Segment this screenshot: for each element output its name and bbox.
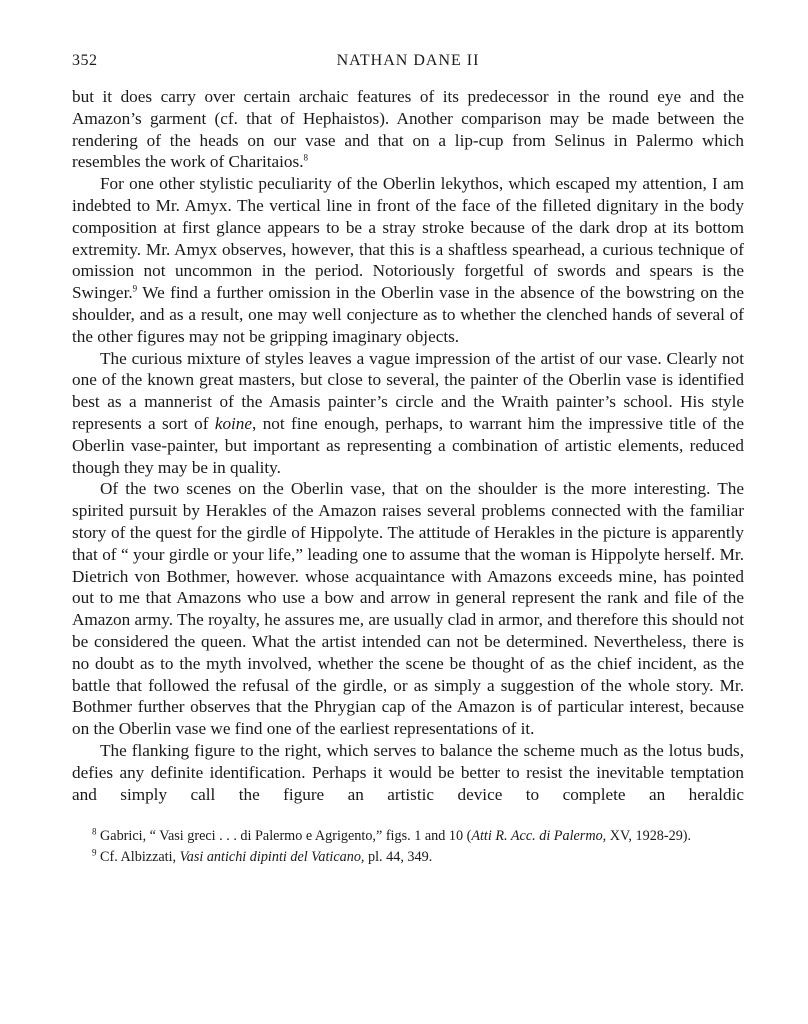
footnote-9-italic: Vasi antichi dipinti del Vaticano, <box>179 849 365 866</box>
footnote-9-text-b: pl. 44, 349. <box>364 849 433 866</box>
page-number: 352 <box>72 52 98 69</box>
paragraph-3-text-a: The curious mixture of styles leaves a vague impression of the artist of our vase. Clearly not one of the known great masters, but close to several, the painter of the Oberlin vase is identified best as a mannerist of the Amasis painter’s circle and the Wraith painter’s school. His style represents a sort of <box>72 348 744 433</box>
running-head <box>72 52 744 74</box>
paragraph-5: The flanking figure to the right, which serves to balance the scheme much as the lotus buds, defies any definite identification. Perhaps it would be better to resist the inevitable temptation and simply call the figure an artistic device to complete an heraldic <box>72 740 744 804</box>
paragraph-3-text-b: , not fine enough, perhaps, to warrant him the impressive title of the Oberlin vase-painter, but important as representing a combination of artistic elements, reduced though they may be in quality. <box>72 413 744 477</box>
page <box>72 52 744 869</box>
footnote-8-italic: Atti R. Acc. di Palermo, <box>471 828 607 845</box>
footnote-8-mark: 8 <box>92 826 97 837</box>
paragraph-1-text: but it does carry over certain archaic features of its predecessor in the round eye and the Amazon’s garment (cf. that of Hephaistos). Another comparison may be made between the rendering of the heads on our vase and that on a lip-cup from Selinus in Palermo which resembles the work of Charitaios. <box>72 87 744 172</box>
footnote-ref-9[interactable]: 9 <box>132 283 138 294</box>
header-title: NATHAN DANE II <box>336 52 480 69</box>
footnote-8-text-b: XV, 1928-29). <box>606 828 692 845</box>
footnote-9-text-a: Cf. Albizzati, <box>100 849 180 866</box>
paragraph-1 <box>72 86 744 173</box>
paragraph-3-italic: koine <box>214 413 253 433</box>
footnote-8-text-a: Gabrici, “ Vasi greci . . . di Palermo e Agrigento,” figs. 1 and 10 ( <box>100 828 472 845</box>
paragraph-2-text-a: For one other stylistic peculiarity of the Oberlin lekythos, which escaped my attention, I am indebted to Mr. Amyx. The vertical line in front of the face of the filleted dignitary in the body composition at first glance appears to be a stray stroke because of the dark drop at its bottom extremity. Mr. Amyx observes, however, that this is a shaftless spearhead, a curious technique of omission not uncommon in the period. Notoriously forgetful of swords and spears is the Swinger. <box>72 174 744 303</box>
body-text <box>72 86 744 805</box>
footnote-9-mark: 9 <box>92 847 97 858</box>
paragraph-3 <box>72 348 744 479</box>
footnote-ref-8[interactable]: 8 <box>303 152 308 163</box>
paragraph-2 <box>72 173 744 347</box>
footnote-8 <box>72 827 744 846</box>
paragraph-4: Of the two scenes on the Oberlin vase, that on the shoulder is the more interesting. The spirited pursuit by Herakles of the Amazon raises several problems connected with the familiar story of the quest for the girdle of Hippolyte. The attitude of Herakles in the picture is apparently that of “ your girdle or your life,” leading one to assume that the woman is Hippolyte herself. Mr. Dietrich von Bothmer, however. whose acquaintance with Amazons exceeds mine, has pointed out to me that Amazons who use a bow and arrow in general represent the rank and file of the Amazon army. The royalty, he assures me, are usually clad in armor, and therefore this should not be considered the queen. What the artist intended can not be determined. Nevertheless, there is no doubt as to the myth involved, whether the scene be thought of as the chief incident, as the battle that followed the refusal of the girdle, or as simply a suggestion of the whole story. Mr. Bothmer further observes that the Phrygian cap of the Amazon is of particular interest, because on the Oberlin vase we find one of the earliest representations of it. <box>72 479 744 739</box>
footnote-9 <box>72 848 744 867</box>
paragraph-2-text-b: We find a further omission in the Oberlin vase in the absence of the bowstring on the shoulder, and as a result, one may well conjecture as to whether the clenched hands of several of the other figures may not be gripping imaginary objects. <box>72 283 744 346</box>
footnotes <box>72 827 744 867</box>
